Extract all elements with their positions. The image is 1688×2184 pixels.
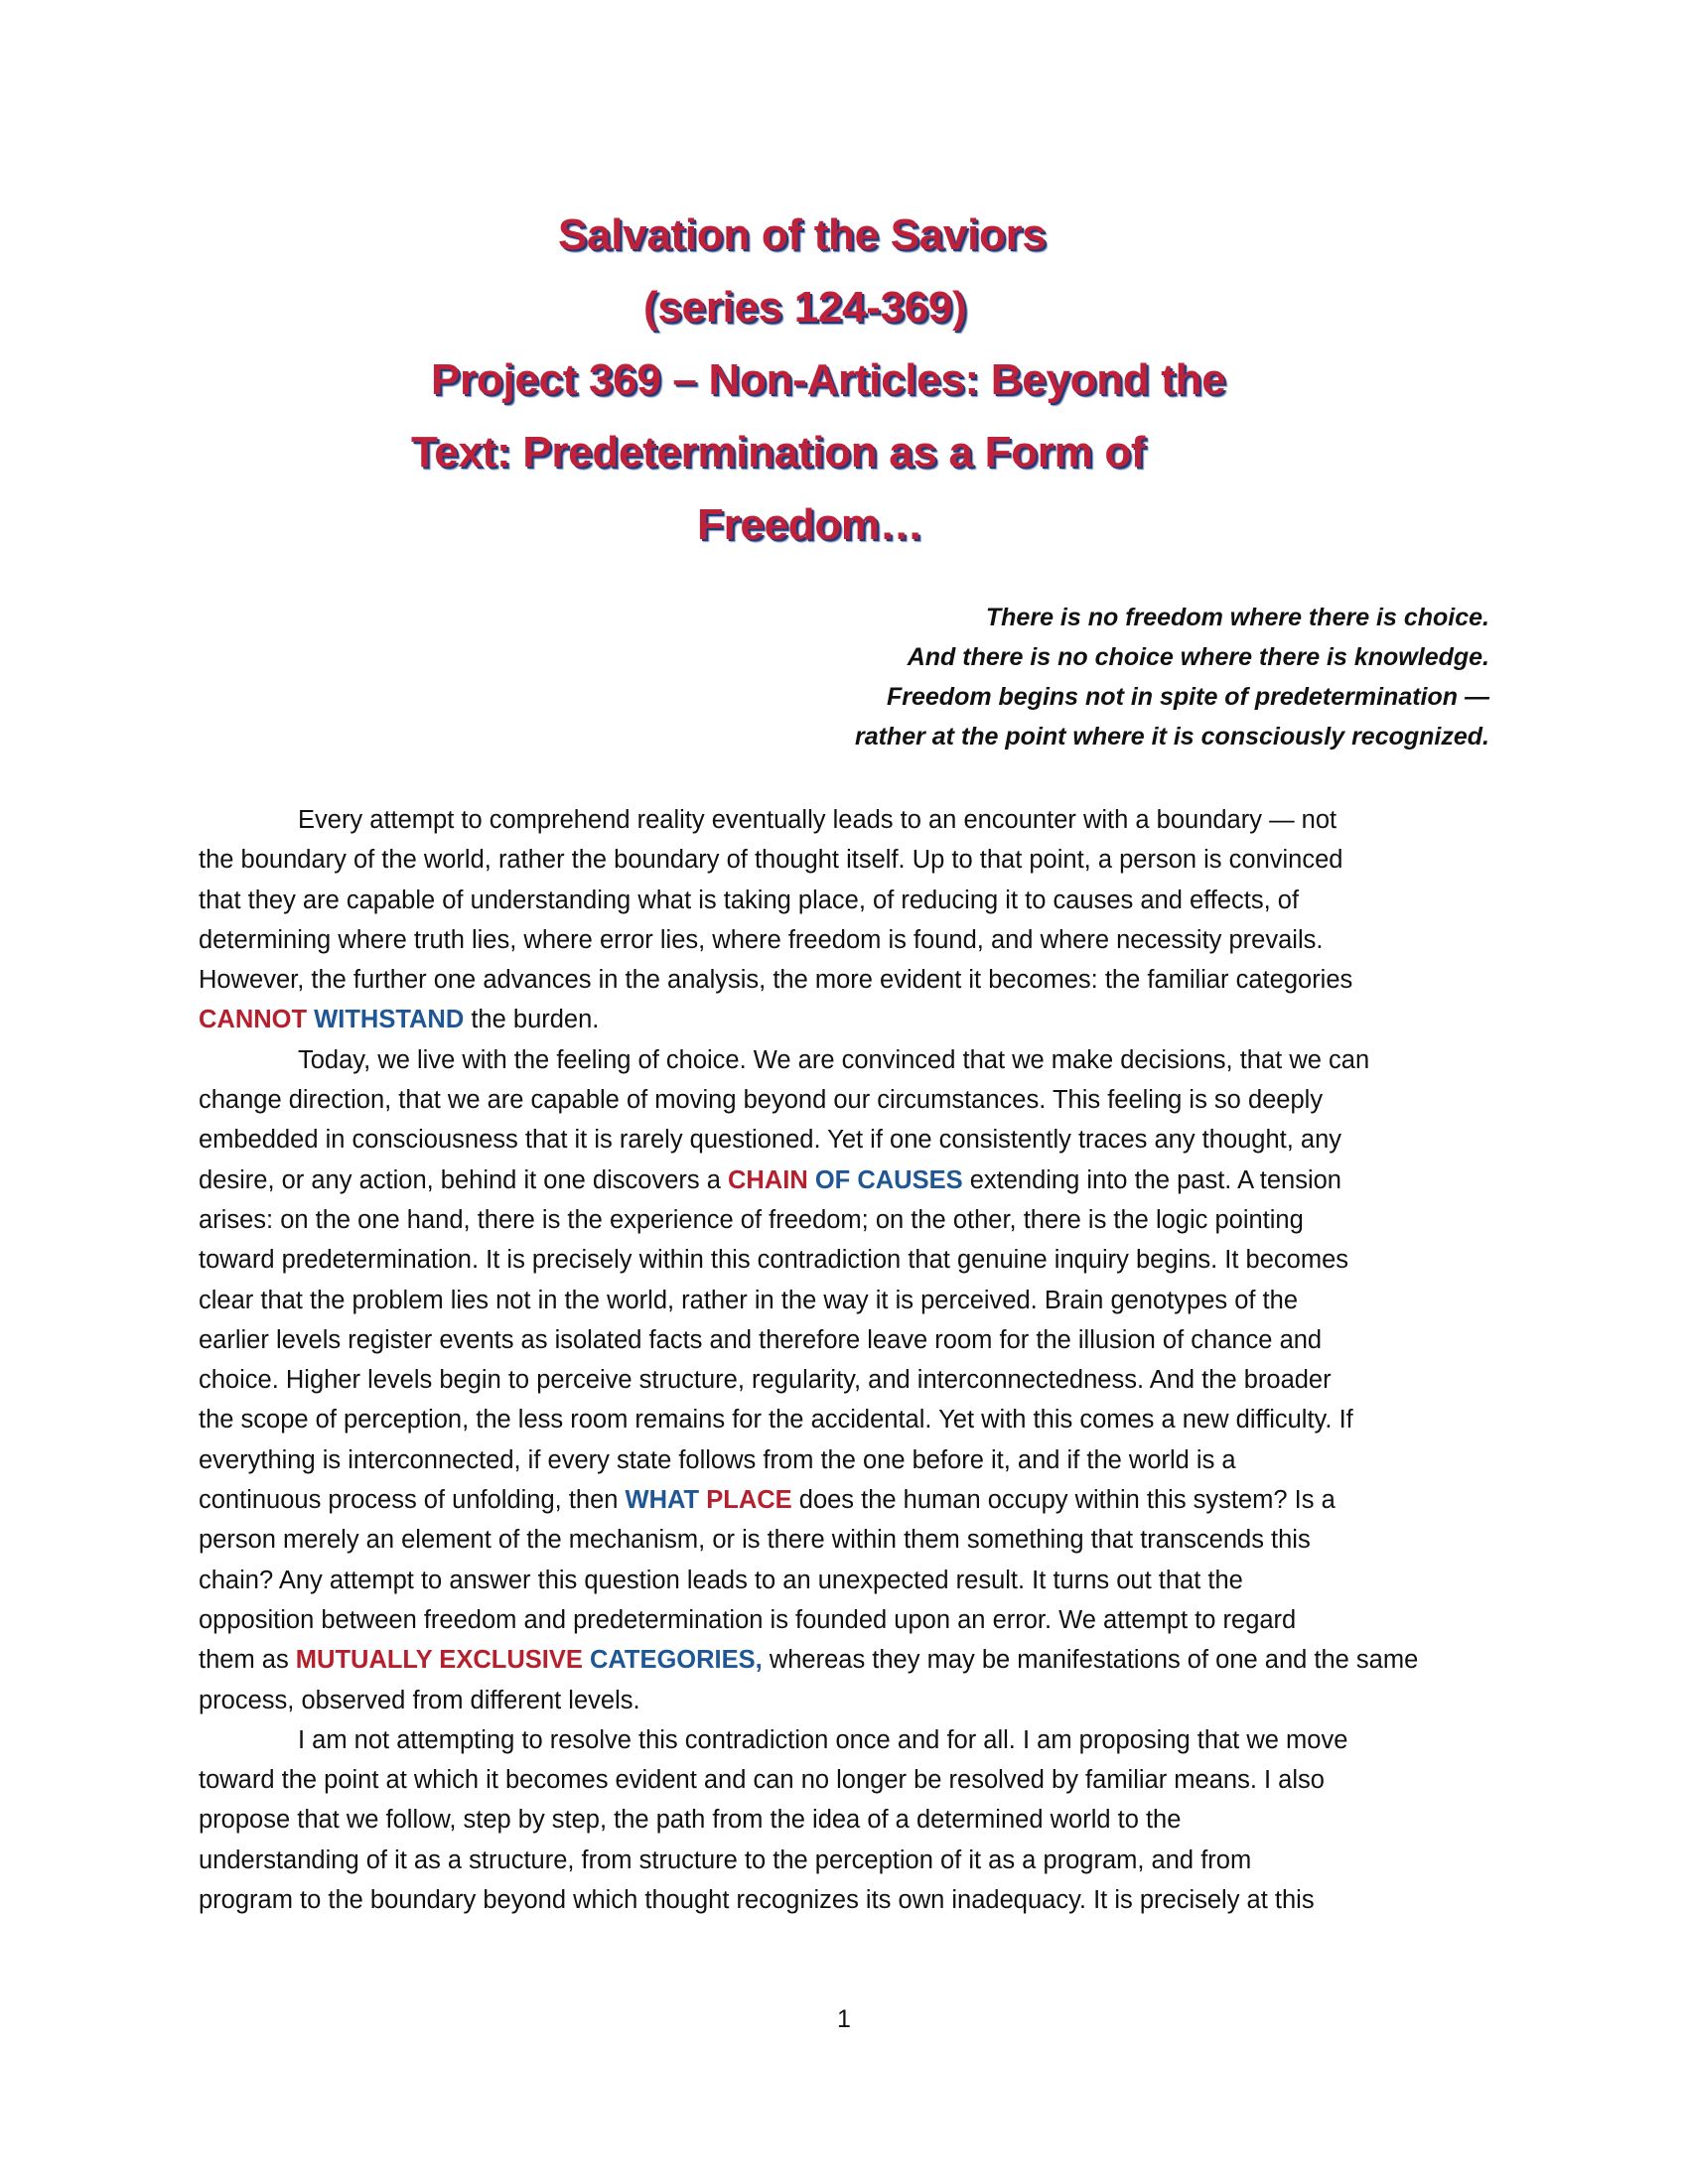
body-line: Every attempt to comprehend reality eventually leads to an encounter with a boundary — not [298, 806, 1337, 834]
body-line: understanding of it as a structure, from structure to the perception of it as a program, and from [199, 1845, 1252, 1874]
body-line: determining where truth lies, where error lies, where freedom is found, and where necessity prevails. [199, 925, 1324, 954]
body-line: However, the further one advances in the analysis, the more evident it becomes: the familiar categories [199, 966, 1353, 995]
epigraph-line-2: And there is no choice where there is knowledge. [907, 643, 1489, 671]
body-line: chain? Any attempt to answer this question leads to an unexpected result. It turns out that the [199, 1566, 1243, 1594]
title-line-3: Project 369 – Non-Articles: Beyond the [431, 355, 1226, 404]
keyword-blue: WITHSTAND [314, 1006, 465, 1034]
body-line: person merely an element of the mechanism, or is there within them something that transcends this [199, 1526, 1311, 1555]
page-number: 1 [837, 2005, 851, 2033]
body-line: the scope of perception, the less room remains for the accidental. Yet with this comes a new difficulty. If [199, 1406, 1353, 1434]
body-line: that they are capable of understanding what is taking place, of reducing it to causes and effects, of [199, 886, 1300, 914]
body-line [199, 1160, 1489, 1200]
document-title [387, 199, 1340, 561]
body-segment: the burden. [464, 1006, 600, 1034]
body-line: clear that the problem lies not in the world, rather in the way it is perceived. Brain genotypes of the [199, 1286, 1299, 1314]
epigraph-line-4: rather at the point where it is consciously recognized. [854, 723, 1489, 751]
body-line: arises: on the one hand, there is the experience of freedom; on the other, there is the logic pointing [199, 1205, 1304, 1234]
body-line: Today, we live with the feeling of choice. We are convinced that we make decisions, that we can [298, 1045, 1370, 1074]
body-line: everything is interconnected, if every state follows from the one before it, and if the world is a [199, 1445, 1236, 1474]
keyword-blue: OF CAUSES [814, 1165, 963, 1194]
body-line: toward the point at which it becomes evident and can no longer be resolved by familiar means. I also [199, 1766, 1325, 1795]
body-segment: does the human occupy within this system? Is a [791, 1486, 1336, 1515]
body-segment: them as [199, 1646, 296, 1675]
body-line: opposition between freedom and predetermination is founded upon an error. We attempt to regard [199, 1605, 1297, 1634]
body-line: process, observed from different levels. [199, 1686, 640, 1714]
body-segment: extending into the past. A tension [962, 1165, 1341, 1194]
body-line [199, 1640, 1489, 1680]
body-line: I am not attempting to resolve this contradiction once and for all. I am proposing that we move [298, 1725, 1348, 1754]
title-line-1: Salvation of the Saviors [558, 210, 1047, 259]
body-segment: whereas they may be manifestations of one and the same [762, 1646, 1419, 1675]
body-line: embedded in consciousness that it is rarely questioned. Yet if one consistently traces any thought, any [199, 1126, 1342, 1155]
body-line: change direction, that we are capable of moving beyond our circumstances. This feeling is so deeply [199, 1086, 1324, 1115]
body-line: program to the boundary beyond which thought recognizes its own inadequacy. It is precisely at this [199, 1886, 1315, 1915]
body-segment: desire, or any action, behind it one discovers a [199, 1165, 728, 1194]
body-line [199, 1000, 1489, 1039]
body-line: propose that we follow, step by step, the path from the idea of a determined world to the [199, 1806, 1182, 1835]
keyword-blue: CATEGORIES, [589, 1646, 763, 1675]
title-line-5: Freedom… [697, 500, 923, 549]
epigraph-line-3: Freedom begins not in spite of predetermination — [887, 683, 1489, 711]
keyword-blue: WHAT [625, 1486, 700, 1515]
body-line: choice. Higher levels begin to perceive structure, regularity, and interconnectedness. And the broader [199, 1366, 1332, 1395]
keyword-red: CANNOT [199, 1006, 308, 1034]
epigraph-line-1: There is no freedom where there is choice. [985, 604, 1489, 631]
title-line-4: Text: Predetermination as a Form of [411, 428, 1146, 477]
title-line-2: (series 124-369) [643, 283, 967, 332]
body-text [199, 800, 1489, 1920]
keyword-red: MUTUALLY EXCLUSIVE [295, 1646, 583, 1675]
keyword-red: CHAIN [727, 1165, 808, 1194]
body-line [199, 1480, 1489, 1520]
keyword-red: PLACE [706, 1486, 792, 1515]
body-segment: continuous process of unfolding, then [199, 1486, 626, 1515]
body-line: earlier levels register events as isolated facts and therefore leave room for the illusion of chance and [199, 1325, 1323, 1354]
body-line: toward predetermination. It is precisely within this contradiction that genuine inquiry begins. It becomes [199, 1246, 1349, 1275]
epigraph [596, 598, 1489, 756]
body-line: the boundary of the world, rather the boundary of thought itself. Up to that point, a person is convinced [199, 846, 1343, 875]
